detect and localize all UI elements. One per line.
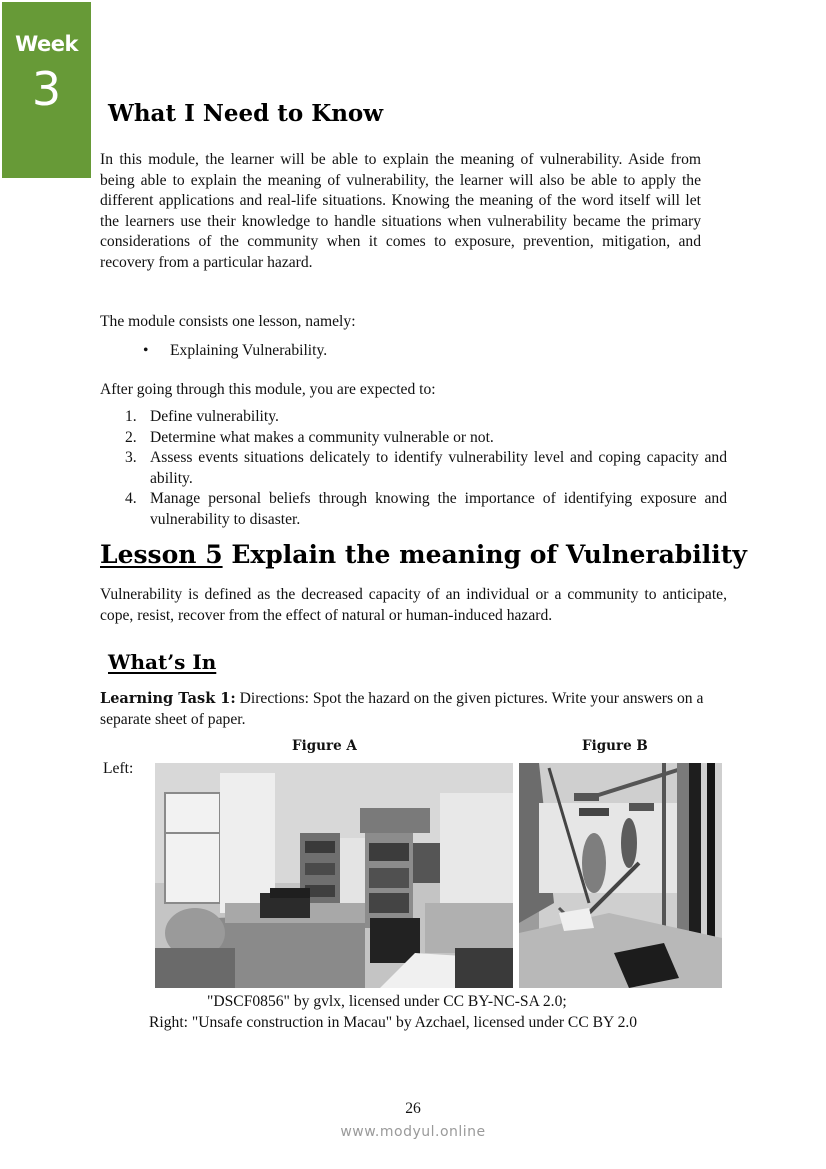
lesson-number: Lesson 5 (100, 540, 223, 569)
week-label: Week (15, 32, 78, 56)
left-label: Left: (103, 760, 134, 777)
figure-credit-left: "DSCF0856" by gvlx, licensed under CC BY-NC-SA 2.0; (207, 993, 567, 1010)
lesson-list-item-label: Explaining Vulnerability. (170, 342, 328, 359)
week-badge (2, 2, 91, 178)
objective-item: 2. Determine what makes a community vulnerable or not. (125, 428, 494, 446)
section-title-what-i-need-to-know: What I Need to Know (108, 100, 384, 127)
lesson-heading (100, 540, 747, 569)
learning-task-label: Learning Task 1: (100, 690, 236, 707)
week-number: 3 (31, 62, 62, 116)
vulnerability-definition: Vulnerability is defined as the decreased capacity of an individual or a community to anticipate, cope, resist, recover from the effect of natural or human-induced hazard. (100, 586, 727, 624)
figure-b-title: Figure B (582, 738, 648, 754)
bullet-icon: • (143, 342, 149, 359)
objectives-list (100, 407, 727, 531)
objective-item: 3. Assess events situations delicately to identify vulnerability level and coping capacity and ability. (125, 449, 727, 487)
objective-item: 4. Manage personal beliefs through knowing the importance of identifying exposure and vulnerability to disaster. (125, 490, 727, 528)
lesson-title: Explain the meaning of Vulnerability (231, 540, 747, 569)
watermark: www.modyul.online (340, 1124, 486, 1140)
lesson-list-item (143, 342, 327, 360)
figure-credit-right: Right: "Unsafe construction in Macau" by Azchael, licensed under CC BY 2.0 (149, 1014, 638, 1031)
learning-task-text: Directions: Spot the hazard on the given pictures. Write your answers on a separate sheet of paper. (100, 690, 704, 728)
objective-item: 1. Define vulnerability. (125, 408, 279, 425)
learning-task-directions (100, 689, 720, 730)
lessons-intro: The module consists one lesson, namely: (100, 313, 356, 330)
figure-a-title: Figure A (292, 738, 357, 754)
section-title-whats-in: What’s In (108, 650, 217, 674)
figure-a-office-photo (155, 763, 513, 988)
objectives-intro: After going through this module, you are expected to: (100, 381, 436, 398)
module-intro-paragraph: In this module, the learner will be able to explain the meaning of vulnerability. Aside from being able to explain the meaning of vulnerability, the learner will also be able to apply the different applications and real-life situations. Knowing the meaning of the word itself will let the learners use their knowledge to handle situations when vulnerability became the primary considerations of the community when it comes to exposure, prevention, mitigation, and recovery from a particular hazard. (100, 151, 701, 271)
figure-b-construction-photo (519, 763, 722, 988)
page-number: 26 (405, 1100, 421, 1117)
